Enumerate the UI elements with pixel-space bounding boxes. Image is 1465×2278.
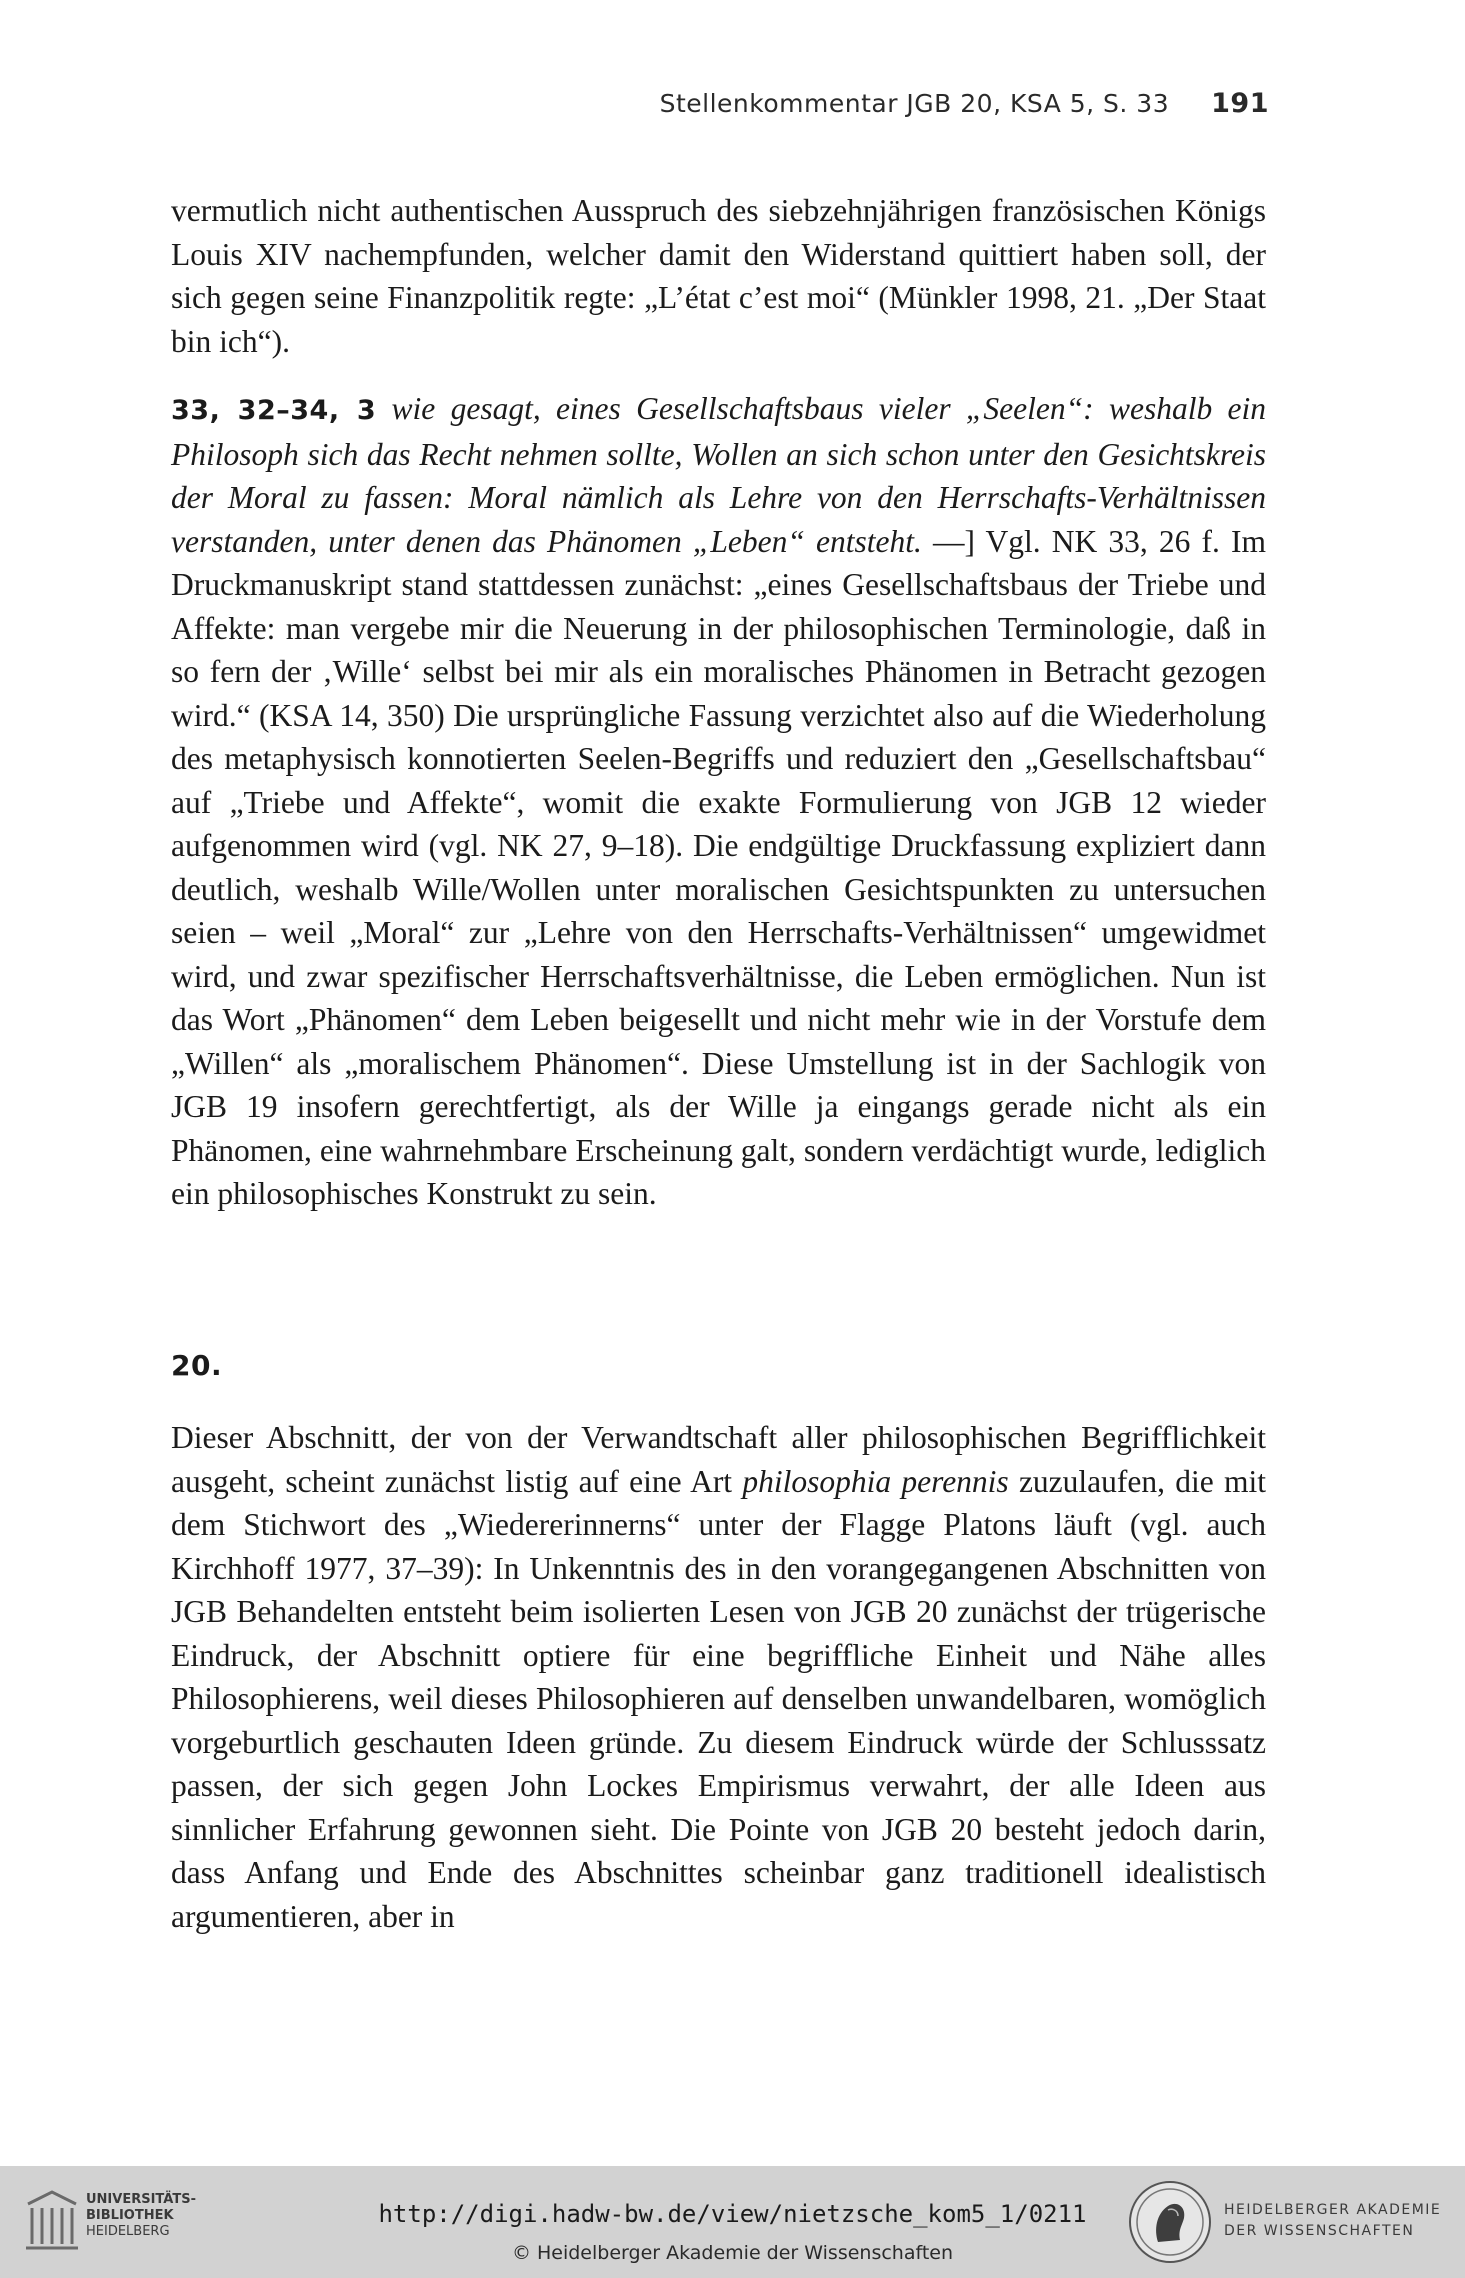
section-heading: 20.: [171, 1349, 223, 1382]
line-reference: 33, 32–34, 3: [171, 395, 377, 426]
permalink[interactable]: http://digi.hadw-bw.de/view/nietzsche_kom5_1/0211: [378, 2200, 1087, 2228]
footer-bar: [0, 2166, 1465, 2278]
section-paragraph: [171, 1416, 1266, 1938]
academy-name: HEIDELBERGER AKADEMIE DER WISSENSCHAFTEN: [1224, 2202, 1442, 2239]
academy-seal-icon: [1128, 2180, 1212, 2264]
italic-term: philosophia perennis: [742, 1463, 1009, 1499]
running-title: Stellenkommentar JGB 20, KSA 5, S. 33: [659, 89, 1170, 118]
paragraph-continuation: vermutlich nicht authentischen Ausspruch des siebzehnjährigen französischen Königs Louis XIV nachempfunden, welcher damit den Widerstand quittiert haben soll, der sich gegen seine Finanzpolitik regte: „L’état c’est moi“ (Münkler 1998, 21. „Der Staat bin ich“).: [171, 193, 1266, 359]
running-head: [660, 88, 1269, 119]
library-name: UNIVERSITÄTS- BIBLIOTHEK HEIDELBERG: [86, 2192, 196, 2239]
section-text-rest: zuzulaufen, die mit dem Stichwort des „Wiedererinnerns“ unter der Flagge Platons läuft (vgl. auch Kirchhoff 1977, 37–39): In Unkenntnis des in den vorangegangenen Abschnitten von JGB Behandelten entsteht beim isolierten Lesen von JGB 20 zunächst der trügerische Eindruck, der Abschnitt optiere für eine begriffliche Einheit und Nähe alles Philosophierens, weil dieses Philosophieren auf denselben unwandelbaren, womöglich vorgeburtlich geschauten Ideen gründe. Zu diesem Eindruck würde der Schlusssatz passen, der sich gegen John Lockes Empirismus verwahrt, der alle Ideen aus sinnlicher Erfahrung gewonnen sieht. Die Pointe von JGB 20 besteht jedoch darin, dass Anfang und Ende des Abschnittes scheinbar ganz traditionell idealistisch argumentieren, aber in: [171, 1463, 1267, 1934]
page-number: 191: [1211, 88, 1269, 119]
commentary-entry: [171, 387, 1266, 1216]
lemma-quote: wie gesagt, eines Gesellschaftsbaus vieler „Seelen“: weshalb ein Philosoph sich das Recht nehmen sollte, Wollen an sich schon unter den Gesichtskreis der Moral zu fassen: Moral nämlich als Lehre von den Herrschafts-Verhältnissen verstanden, unter denen das Phänomen „Leben“ entsteht.: [171, 391, 1267, 559]
commentary-text: —] Vgl. NK 33, 26 f. Im Druckmanuskript stand stattdessen zunächst: „eines Gesellschaftsbaus der Triebe und Affekte: man vergebe mir die Neuerung in der philosophischen Terminologie, daß in so fern der ‚Wille‘ selbst bei mir als ein moralisches Phänomen in Betracht gezogen wird.“ (KSA 14, 350) Die ursprüngliche Fassung verzichtet also auf die Wiederholung des metaphysisch konnotierten Seelen-Begriffs und reduziert den „Gesellschaftsbau“ auf „Triebe und Affekte“, womit die exakte Formulierung von JGB 12 wieder aufgenommen wird (vgl. NK 27, 9–18). Die endgültige Druckfassung expliziert dann deutlich, weshalb Wille/Wollen unter moralischen Gesichtspunkten zu untersuchen seien – weil „Moral“ zur „Lehre von den Herrschafts-Verhältnissen“ umgewidmet wird, und zwar spezifischer Herrschaftsverhältnisse, die Leben ermöglichen. Nun ist das Wort „Phänomen“ dem Leben beigesellt und nicht mehr wie in der Vorstufe dem „Willen“ als „moralischem Phänomen“. Diese Umstellung ist in der Sachlogik von JGB 19 insofern gerechtfertigt, als der Wille ja eingangs gerade nicht als ein Phänomen, eine wahrnehmbare Erscheinung galt, sondern verdächtigt wurde, lediglich ein philosophisches Konstrukt zu sein.: [171, 523, 1267, 1211]
copyright-notice: © Heidelberger Akademie der Wissenschaften: [511, 2242, 954, 2264]
section-text-start: Dieser Abschnitt, der von der Verwandtschaft aller philosophischen Begrifflichkeit ausgeht, scheint zunächst listig auf eine Art: [171, 1420, 1266, 1499]
